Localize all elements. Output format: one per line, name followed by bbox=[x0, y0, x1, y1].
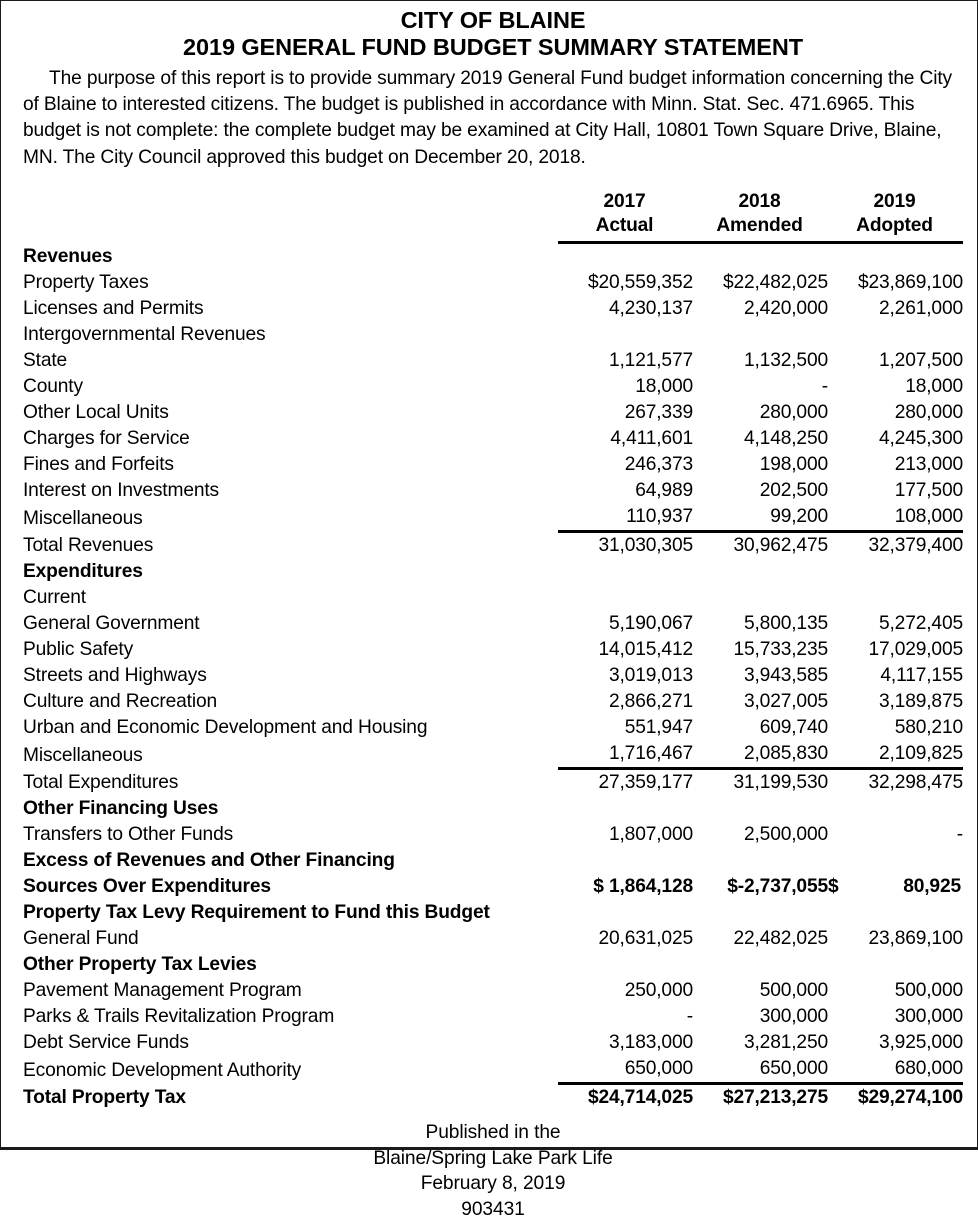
row-label: Miscellaneous bbox=[23, 741, 558, 769]
row-value-col-2: 1,207,500 bbox=[828, 348, 963, 374]
row-value-col-1: 2,420,000 bbox=[693, 296, 828, 322]
row-value-col-0 bbox=[558, 900, 693, 926]
table-row bbox=[23, 874, 963, 900]
table-row bbox=[23, 611, 963, 637]
row-label: Charges for Service bbox=[23, 426, 558, 452]
row-value-col-2 bbox=[828, 585, 963, 611]
row-label: Urban and Economic Development and Housing bbox=[23, 715, 558, 741]
row-value-col-2: 32,379,400 bbox=[828, 532, 963, 560]
row-label: Culture and Recreation bbox=[23, 689, 558, 715]
row-label: Property Tax Levy Requirement to Fund this Budget bbox=[23, 900, 558, 926]
row-label: County bbox=[23, 374, 558, 400]
row-value-col-2: $29,274,100 bbox=[828, 1084, 963, 1112]
row-label: Parks & Trails Revitalization Program bbox=[23, 1004, 558, 1030]
row-label: Miscellaneous bbox=[23, 504, 558, 532]
table-row bbox=[23, 1056, 963, 1084]
table-row bbox=[23, 478, 963, 504]
row-value-col-1: 650,000 bbox=[693, 1056, 828, 1084]
row-value-col-0 bbox=[558, 952, 693, 978]
table-row bbox=[23, 796, 963, 822]
table-row bbox=[23, 900, 963, 926]
row-value-col-0: 2,866,271 bbox=[558, 689, 693, 715]
row-value-col-0: 1,121,577 bbox=[558, 348, 693, 374]
table-row bbox=[23, 243, 963, 271]
row-value-col-0: 27,359,177 bbox=[558, 769, 693, 797]
row-label: Public Safety bbox=[23, 637, 558, 663]
row-value-col-1 bbox=[693, 848, 828, 874]
table-row bbox=[23, 374, 963, 400]
table-row bbox=[23, 400, 963, 426]
row-value-col-0 bbox=[558, 848, 693, 874]
row-value-col-2 bbox=[828, 559, 963, 585]
row-value-col-0 bbox=[558, 243, 693, 271]
row-value-col-1: 500,000 bbox=[693, 978, 828, 1004]
column-header-year-0: 2017 bbox=[558, 190, 693, 214]
row-value-col-0: - bbox=[558, 1004, 693, 1030]
row-label: Total Property Tax bbox=[23, 1084, 558, 1112]
table-row bbox=[23, 689, 963, 715]
row-value-col-1: 2,085,830 bbox=[693, 741, 828, 769]
table-row bbox=[23, 637, 963, 663]
row-value-col-2: 300,000 bbox=[828, 1004, 963, 1030]
row-value-col-1 bbox=[693, 243, 828, 271]
header-spacer-cell bbox=[23, 190, 558, 214]
footer-line-published: Published in the bbox=[23, 1120, 963, 1146]
row-label: Total Revenues bbox=[23, 532, 558, 560]
row-value-col-1 bbox=[693, 559, 828, 585]
row-value-col-0: 267,339 bbox=[558, 400, 693, 426]
intro-paragraph: The purpose of this report is to provide summary 2019 General Fund budget information concerning the City of Blaine to interested citizens. The budget is published in accordance with Minn. Stat. Sec. 471.6965. This budget is not complete: the complete budget may be examined at City Hall, 10801 Town Square Drive, Blaine, MN. The City Council approved this budget on December 20, 2018. bbox=[23, 66, 963, 171]
row-label: Current bbox=[23, 585, 558, 611]
footer-line-publication-name: Blaine/Spring Lake Park Life bbox=[23, 1146, 963, 1172]
table-row bbox=[23, 270, 963, 296]
row-value-col-0: 3,019,013 bbox=[558, 663, 693, 689]
table-row bbox=[23, 426, 963, 452]
table-row bbox=[23, 348, 963, 374]
row-label: Property Taxes bbox=[23, 270, 558, 296]
row-label: Streets and Highways bbox=[23, 663, 558, 689]
row-value-col-1: 5,800,135 bbox=[693, 611, 828, 637]
table-row bbox=[23, 822, 963, 848]
row-value-col-1: 30,962,475 bbox=[693, 532, 828, 560]
row-value-col-0: 18,000 bbox=[558, 374, 693, 400]
row-value-col-0: 650,000 bbox=[558, 1056, 693, 1084]
table-row bbox=[23, 741, 963, 769]
column-header-year-1: 2018 bbox=[693, 190, 828, 214]
row-value-col-1: 300,000 bbox=[693, 1004, 828, 1030]
row-value-col-0: 1,807,000 bbox=[558, 822, 693, 848]
row-value-col-1: $-2,737,055 bbox=[693, 874, 828, 900]
row-label: Other Local Units bbox=[23, 400, 558, 426]
footer-line-publication-date: February 8, 2019 bbox=[23, 1171, 963, 1197]
table-row bbox=[23, 322, 963, 348]
table-header-year-row bbox=[23, 190, 963, 214]
row-value-col-2: 17,029,005 bbox=[828, 637, 963, 663]
row-value-col-1 bbox=[693, 900, 828, 926]
header-spacer-cell-2 bbox=[23, 214, 558, 243]
row-value-col-1: - bbox=[693, 374, 828, 400]
row-value-col-1: 202,500 bbox=[693, 478, 828, 504]
row-value-col-2 bbox=[828, 874, 963, 900]
row-value-col-1: $27,213,275 bbox=[693, 1084, 828, 1112]
row-value-col-2: 2,261,000 bbox=[828, 296, 963, 322]
row-value-col-2: 3,189,875 bbox=[828, 689, 963, 715]
row-value-col-2: $23,869,100 bbox=[828, 270, 963, 296]
row-value-col-1 bbox=[693, 796, 828, 822]
table-row bbox=[23, 848, 963, 874]
row-value-col-0: 1,716,467 bbox=[558, 741, 693, 769]
row-label: State bbox=[23, 348, 558, 374]
row-value-col-0 bbox=[558, 796, 693, 822]
row-value-col-2: 680,000 bbox=[828, 1056, 963, 1084]
row-value-col-2: 177,500 bbox=[828, 478, 963, 504]
row-value-col-1: 4,148,250 bbox=[693, 426, 828, 452]
row-value-col-1: 2,500,000 bbox=[693, 822, 828, 848]
table-row bbox=[23, 978, 963, 1004]
row-value-col-0: 250,000 bbox=[558, 978, 693, 1004]
row-value-col-0 bbox=[558, 585, 693, 611]
row-label: Licenses and Permits bbox=[23, 296, 558, 322]
row-label: Other Property Tax Levies bbox=[23, 952, 558, 978]
table-row bbox=[23, 504, 963, 532]
row-value-col-0: 110,937 bbox=[558, 504, 693, 532]
row-label: Revenues bbox=[23, 243, 558, 271]
row-value-col-2: 4,117,155 bbox=[828, 663, 963, 689]
table-row bbox=[23, 1084, 963, 1112]
row-value-col-2 bbox=[828, 322, 963, 348]
row-label: Pavement Management Program bbox=[23, 978, 558, 1004]
row-value-col-2: 32,298,475 bbox=[828, 769, 963, 797]
row-value-col-1: 3,027,005 bbox=[693, 689, 828, 715]
row-label: Other Financing Uses bbox=[23, 796, 558, 822]
row-value-col-0: $24,714,025 bbox=[558, 1084, 693, 1112]
row-value-col-0: 20,631,025 bbox=[558, 926, 693, 952]
row-label: General Fund bbox=[23, 926, 558, 952]
table-row bbox=[23, 952, 963, 978]
row-value-col-2: 108,000 bbox=[828, 504, 963, 532]
row-value-col-2: 23,869,100 bbox=[828, 926, 963, 952]
column-header-basis-0: Actual bbox=[558, 214, 693, 243]
row-value-col-0: 5,190,067 bbox=[558, 611, 693, 637]
row-value-col-0: 551,947 bbox=[558, 715, 693, 741]
table-header bbox=[23, 190, 963, 243]
row-label: Fines and Forfeits bbox=[23, 452, 558, 478]
row-value-col-1: 1,132,500 bbox=[693, 348, 828, 374]
row-value-col-2: 2,109,825 bbox=[828, 741, 963, 769]
row-value-col-2: 5,272,405 bbox=[828, 611, 963, 637]
row-label: Interest on Investments bbox=[23, 478, 558, 504]
row-value-col-0 bbox=[558, 322, 693, 348]
table-row bbox=[23, 1030, 963, 1056]
row-value-col-2: 280,000 bbox=[828, 400, 963, 426]
row-value-col-1: 280,000 bbox=[693, 400, 828, 426]
table-body bbox=[23, 243, 963, 1112]
table-row bbox=[23, 715, 963, 741]
row-value-col-1 bbox=[693, 585, 828, 611]
row-value-col-2 bbox=[828, 848, 963, 874]
table-row bbox=[23, 532, 963, 560]
row-value-col-2 bbox=[828, 243, 963, 271]
row-value-col-0: 4,411,601 bbox=[558, 426, 693, 452]
table-row bbox=[23, 585, 963, 611]
table-row bbox=[23, 559, 963, 585]
column-header-basis-2: Adopted bbox=[828, 214, 963, 243]
row-value-col-0: 4,230,137 bbox=[558, 296, 693, 322]
budget-table bbox=[23, 190, 963, 1111]
currency-symbol: $ bbox=[828, 874, 839, 900]
row-value-col-1 bbox=[693, 952, 828, 978]
footer-line-notice-number: 903431 bbox=[23, 1197, 963, 1222]
table-row bbox=[23, 663, 963, 689]
row-label: Expenditures bbox=[23, 559, 558, 585]
page-title-line-2: 2019 GENERAL FUND BUDGET SUMMARY STATEMENT bbox=[23, 34, 963, 61]
row-value-col-2: 580,210 bbox=[828, 715, 963, 741]
publication-footer bbox=[23, 1120, 963, 1222]
row-value-col-1 bbox=[693, 322, 828, 348]
row-label: Transfers to Other Funds bbox=[23, 822, 558, 848]
row-label: Intergovernmental Revenues bbox=[23, 322, 558, 348]
row-value-col-0: 14,015,412 bbox=[558, 637, 693, 663]
row-value-col-1: 99,200 bbox=[693, 504, 828, 532]
row-label: Sources Over Expenditures bbox=[23, 874, 558, 900]
row-value-col-2 bbox=[828, 952, 963, 978]
row-label: Excess of Revenues and Other Financing bbox=[23, 848, 558, 874]
row-value-col-1: 609,740 bbox=[693, 715, 828, 741]
row-value-col-1: 31,199,530 bbox=[693, 769, 828, 797]
row-value-col-0 bbox=[558, 559, 693, 585]
column-header-basis-1: Amended bbox=[693, 214, 828, 243]
column-header-year-2: 2019 bbox=[828, 190, 963, 214]
row-value-col-1: 15,733,235 bbox=[693, 637, 828, 663]
row-value-col-0: $20,559,352 bbox=[558, 270, 693, 296]
row-value-col-0: $ 1,864,128 bbox=[558, 874, 693, 900]
table-row bbox=[23, 1004, 963, 1030]
currency-amount: 80,925 bbox=[903, 874, 961, 900]
document-title-block bbox=[23, 7, 963, 61]
row-value-col-1: 3,943,585 bbox=[693, 663, 828, 689]
row-value-col-1: 3,281,250 bbox=[693, 1030, 828, 1056]
row-label: Total Expenditures bbox=[23, 769, 558, 797]
row-label: Debt Service Funds bbox=[23, 1030, 558, 1056]
row-label: General Government bbox=[23, 611, 558, 637]
row-value-col-2: 213,000 bbox=[828, 452, 963, 478]
row-value-col-0: 3,183,000 bbox=[558, 1030, 693, 1056]
row-value-col-1: 22,482,025 bbox=[693, 926, 828, 952]
row-value-col-2: 4,245,300 bbox=[828, 426, 963, 452]
table-row bbox=[23, 296, 963, 322]
row-value-col-0: 64,989 bbox=[558, 478, 693, 504]
table-row bbox=[23, 452, 963, 478]
table-header-basis-row bbox=[23, 214, 963, 243]
row-value-col-2 bbox=[828, 796, 963, 822]
row-value-col-1: $22,482,025 bbox=[693, 270, 828, 296]
table-row bbox=[23, 926, 963, 952]
row-value-col-2: 500,000 bbox=[828, 978, 963, 1004]
row-value-col-0: 31,030,305 bbox=[558, 532, 693, 560]
row-label: Economic Development Authority bbox=[23, 1056, 558, 1084]
row-value-col-2 bbox=[828, 900, 963, 926]
table-row bbox=[23, 769, 963, 797]
row-value-col-0: 246,373 bbox=[558, 452, 693, 478]
row-value-col-2: - bbox=[828, 822, 963, 848]
row-value-col-2: 18,000 bbox=[828, 374, 963, 400]
row-value-col-1: 198,000 bbox=[693, 452, 828, 478]
page-title-line-1: CITY OF BLAINE bbox=[23, 7, 963, 34]
row-value-col-2: 3,925,000 bbox=[828, 1030, 963, 1056]
